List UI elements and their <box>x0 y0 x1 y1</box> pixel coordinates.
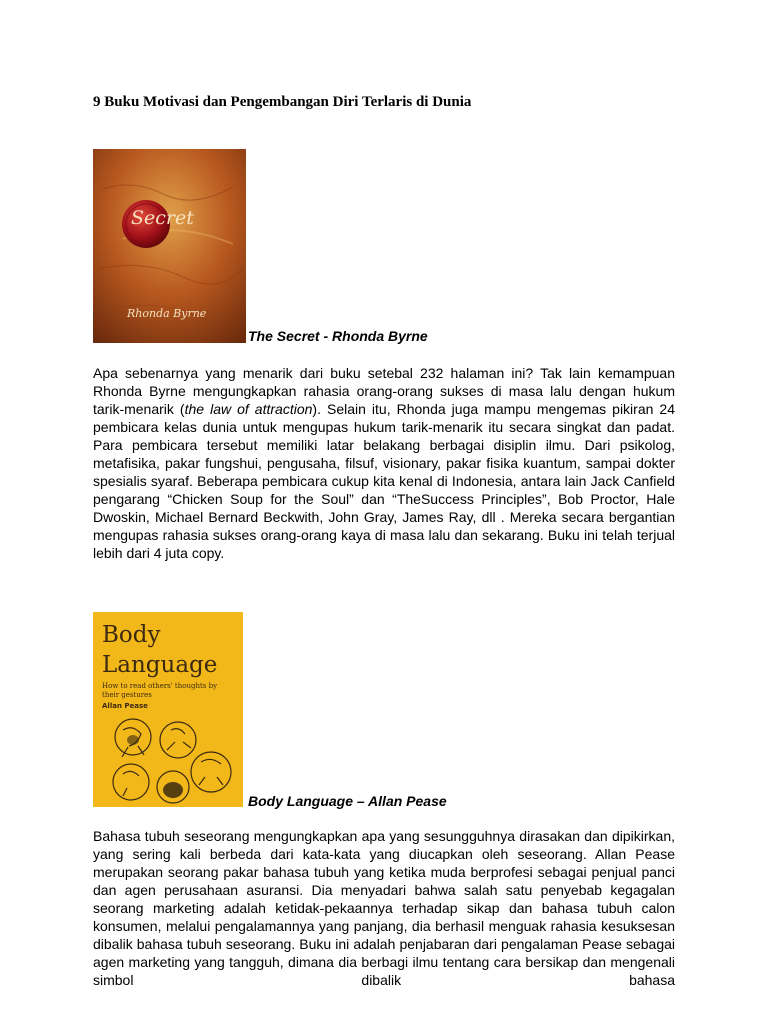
cover-title-text: Secret <box>131 207 194 229</box>
cover-title-line1: Body <box>102 622 161 648</box>
the-secret-cover-art <box>93 149 246 343</box>
the-secret-description <box>93 364 675 562</box>
emphasis: the law of attraction <box>184 401 313 417</box>
the-secret-caption: The Secret - Rhonda Byrne <box>248 328 428 344</box>
body-language-caption: Body Language – Allan Pease <box>248 793 447 809</box>
cover-subtitle-line2: their gestures <box>102 691 152 699</box>
cover-author-text: Rhonda Byrne <box>127 307 207 320</box>
body-language-description <box>93 827 675 989</box>
cover-subtitle-line1: How to read others' thoughts by <box>102 682 218 690</box>
paragraph: Para pembicara tersebut memiliki latar belakang berbagai disiplin ilmu. Dari psikolog, metafisika, pakar fungshui, pengusaha, filsuf, visionary, pakar fisika kuantum, sampai dokter spesialis syaraf. Beberapa pembicara cukup kita kenal di Indonesia, antara lain Jack Canfield pengarang “Chicken Soup for the Soul” dan “TheSuccess Principles”, Bob Proctor, Hale Dwoskin, Michael Bernard Beckwith, John Gray, James Ray, dll . Mereka secara bergantian mengupas rahasia sukses orang-orang kaya di masa lalu dan sekarang. Buku ini telah terjual lebih dari 4 juta copy. <box>93 437 675 561</box>
cover-title-line2: Language <box>102 652 218 678</box>
page-title: 9 Buku Motivasi dan Pengembangan Diri Terlaris di Dunia <box>93 94 472 110</box>
paragraph: Bahasa tubuh seseorang mengungkapkan apa yang sesungguhnya dirasakan dan dipikirkan, yang sering kali berbeda dari kata-kata yang diucapkan oleh seseorang. Allan Pease merupakan seorang pakar bahasa tubuh yang ketika muda berprofesi sebagai penjual panci dan agen perusahaan asuransi. Dia menyadari bahwa salah satu penyebab kegagalan seorang marketing adalah ketidak-pekaannya terhadap sikap dan bahasa tubuh calon konsumen, melalui pengalamannya yang panjang, dia berhasil menguak rahasia kesuksesan dibalik bahasa tubuh seseorang. Buku ini adalah penjabaran dari pengalaman Pease sebagai agen marketing yang tangguh, dimana dia berbagi ilmu tentang cara bersikap dan mengenali simbol dibalik bahasa <box>93 828 675 988</box>
the-secret-cover <box>93 149 246 343</box>
paragraph: Apa sebenarnya yang menarik dari buku setebal 232 halaman ini? Tak lain kemampuan Rhonda Byrne mengungkapkan rahasia orang-orang sukses di masa lalu dengan hukum tarik-menarik (the law of attraction). Selain itu, Rhonda juga mampu mengemas pikiran 24 pembicara kelas dunia untuk mengupas hukum tarik-menarik itu secara singkat dan padat. <box>93 365 675 435</box>
body-language-cover <box>93 612 243 807</box>
cover-author-text: Allan Pease <box>102 702 148 710</box>
body-language-cover-art <box>93 612 243 807</box>
